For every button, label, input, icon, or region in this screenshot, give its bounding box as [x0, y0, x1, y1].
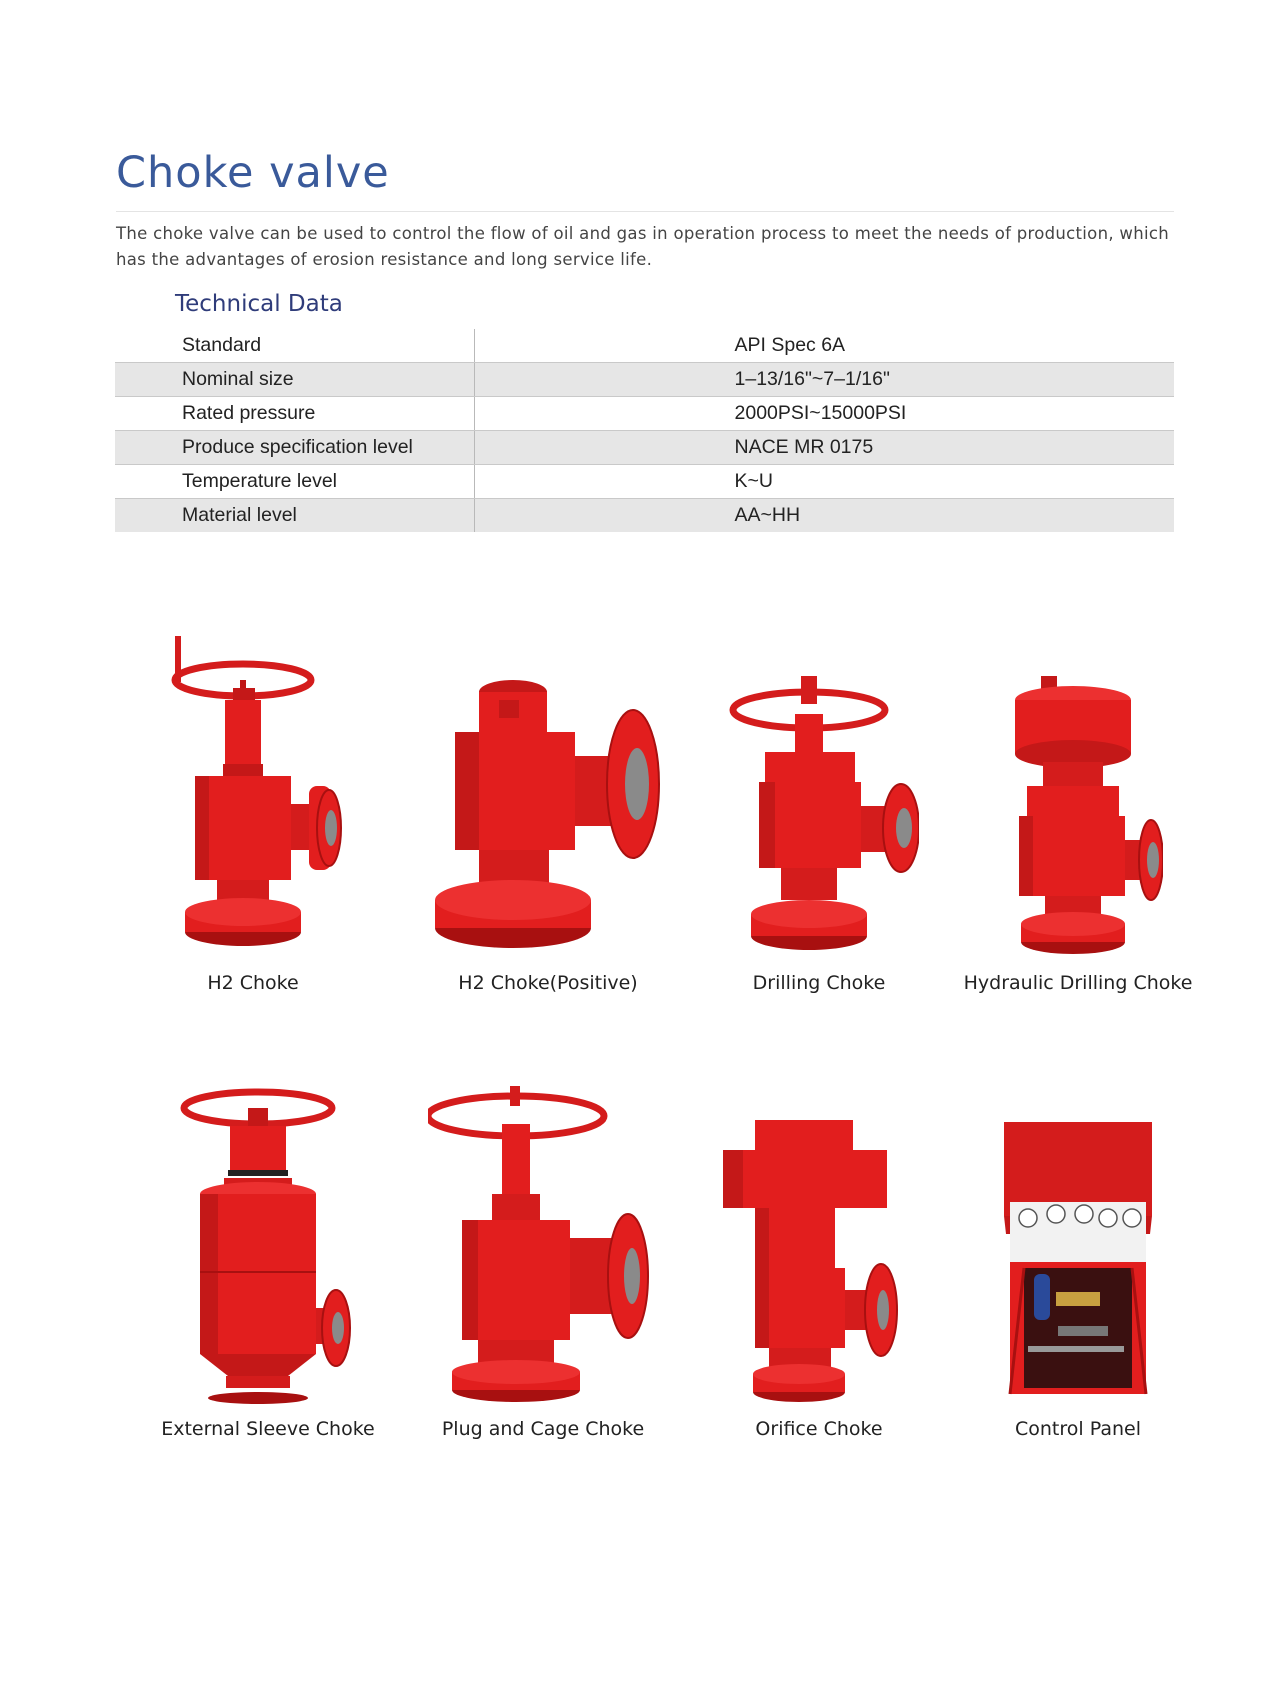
title-divider [116, 211, 1174, 212]
drilling-choke-image [719, 636, 919, 958]
external-sleeve-choke-image [168, 1086, 368, 1404]
spec-label: Material level [115, 499, 474, 533]
product-caption: H2 Choke(Positive) [458, 972, 638, 994]
product-card-hydraulic-drilling-choke [938, 636, 1218, 994]
spec-label: Standard [115, 329, 474, 363]
spec-value: API Spec 6A [474, 329, 1174, 363]
spec-value: K~U [474, 465, 1174, 499]
product-card-orifice-choke [679, 1086, 959, 1440]
page-title: Choke valve [116, 148, 390, 198]
spec-label: Temperature level [115, 465, 474, 499]
table-row [115, 397, 1174, 431]
product-card-drilling-choke [679, 636, 959, 994]
product-card-h2-choke-positive [408, 636, 688, 994]
product-caption: Drilling Choke [752, 972, 886, 994]
orifice-choke-image [719, 1086, 919, 1404]
product-caption: Control Panel [1015, 1418, 1141, 1440]
table-row [115, 431, 1174, 465]
spec-label: Produce specification level [115, 431, 474, 465]
spec-label: Rated pressure [115, 397, 474, 431]
product-card-h2-choke [113, 636, 393, 994]
product-card-control-panel [938, 1086, 1218, 1440]
spec-value: 1–13/16"~7–1/16" [474, 363, 1174, 397]
product-caption: Orifice Choke [755, 1418, 883, 1440]
control-panel-image [998, 1086, 1158, 1404]
spec-value: NACE MR 0175 [474, 431, 1174, 465]
spec-value: AA~HH [474, 499, 1174, 533]
intro-paragraph: The choke valve can be used to control the flow of oil and gas in operation process to meet the needs of production, which has the advantages of erosion resistance and long service life. [116, 224, 1169, 269]
table-row [115, 465, 1174, 499]
h2-choke-positive-image [433, 636, 663, 958]
hydraulic-drilling-choke-image [993, 636, 1163, 958]
spec-label: Nominal size [115, 363, 474, 397]
product-caption: External Sleeve Choke [161, 1418, 375, 1440]
table-row [115, 363, 1174, 397]
product-caption: Plug and Cage Choke [441, 1418, 645, 1440]
plug-and-cage-choke-image [428, 1086, 658, 1404]
h2-choke-image [163, 636, 343, 958]
technical-data-table [115, 329, 1174, 532]
product-card-plug-and-cage-choke [403, 1086, 683, 1440]
product-caption: Hydraulic Drilling Choke [963, 972, 1193, 994]
product-card-external-sleeve-choke [128, 1086, 408, 1440]
table-row [115, 329, 1174, 363]
table-row [115, 499, 1174, 533]
spec-value: 2000PSI~15000PSI [474, 397, 1174, 431]
product-caption: H2 Choke [207, 972, 299, 994]
technical-data-heading: Technical Data [175, 291, 343, 317]
